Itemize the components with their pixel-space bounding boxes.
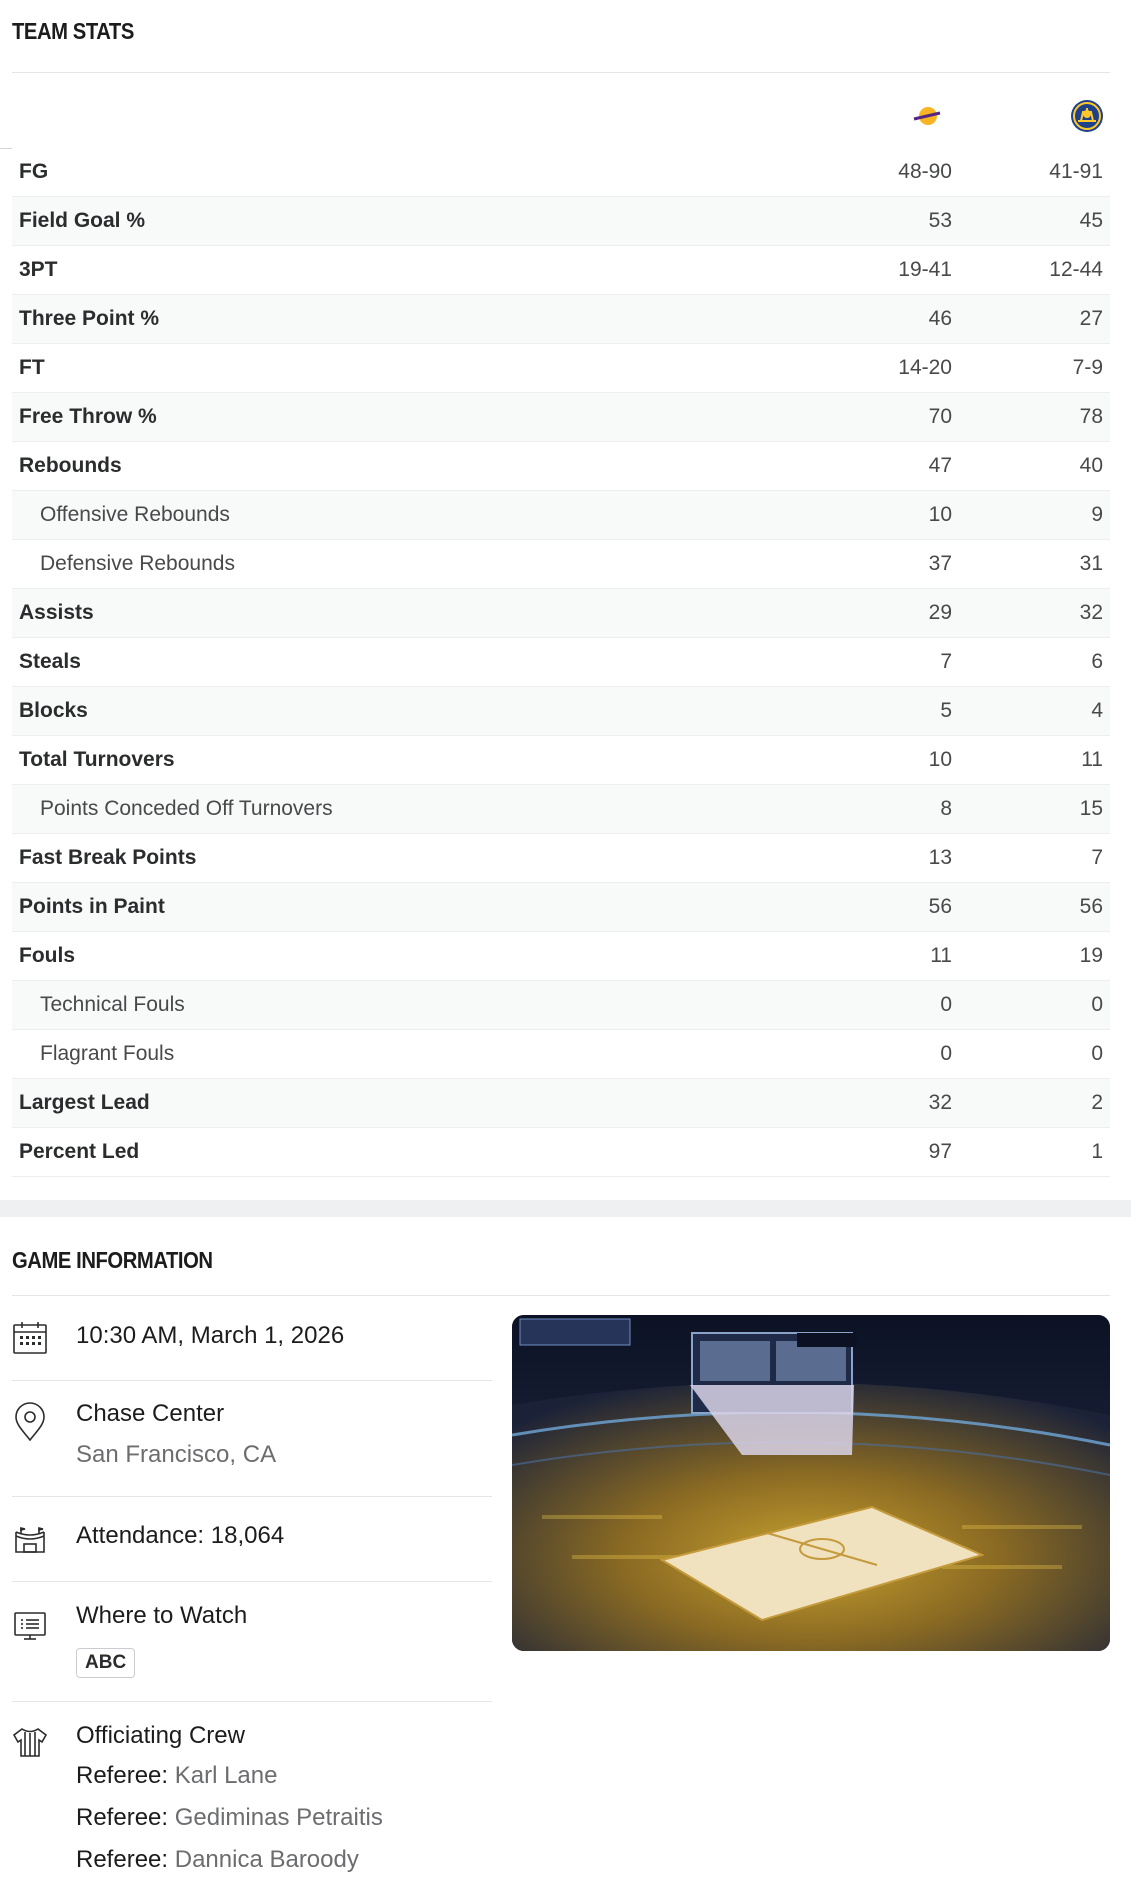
stat-row bbox=[12, 1128, 1110, 1177]
stadium-icon bbox=[12, 1524, 48, 1561]
stat-row bbox=[12, 393, 1110, 442]
stat-value-lakers: 48-90 bbox=[898, 160, 952, 183]
stat-label: Field Goal % bbox=[19, 209, 146, 232]
stat-row bbox=[12, 246, 1110, 295]
referee-line bbox=[76, 1762, 277, 1790]
stat-value-lakers: 46 bbox=[928, 307, 952, 330]
info-separator bbox=[12, 1380, 492, 1381]
stat-label: Total Turnovers bbox=[19, 748, 175, 771]
venue-arena-image bbox=[512, 1315, 1110, 1651]
stat-label: Free Throw % bbox=[19, 405, 157, 428]
stat-label: Percent Led bbox=[19, 1140, 140, 1163]
stat-value-warriors: 78 bbox=[1079, 405, 1103, 428]
stat-label: Flagrant Fouls bbox=[40, 1042, 175, 1065]
info-separator bbox=[12, 1496, 492, 1497]
referee-name[interactable]: Dannica Baroody bbox=[174, 1846, 359, 1873]
stat-label: Fast Break Points bbox=[19, 846, 197, 869]
stat-value-warriors: 7 bbox=[1091, 846, 1103, 869]
stat-label: Three Point % bbox=[19, 307, 160, 330]
game-datetime-item bbox=[12, 1320, 492, 1380]
stat-value-lakers: 47 bbox=[928, 454, 952, 477]
referee-line bbox=[76, 1804, 383, 1832]
stat-value-warriors: 1 bbox=[1091, 1140, 1103, 1163]
stat-row bbox=[12, 834, 1110, 883]
stat-row bbox=[12, 197, 1110, 246]
stat-row bbox=[12, 295, 1110, 344]
stat-row bbox=[12, 491, 1110, 540]
stat-label: FT bbox=[19, 356, 45, 379]
stat-value-lakers: 5 bbox=[940, 699, 952, 722]
section-gap bbox=[0, 1200, 1131, 1217]
where-to-watch-label: Where to Watch bbox=[76, 1602, 248, 1629]
stat-row bbox=[12, 442, 1110, 491]
location-pin-icon bbox=[12, 1402, 48, 1447]
stat-row bbox=[12, 981, 1110, 1030]
referee-role: Referee: bbox=[76, 1804, 169, 1831]
broadcaster-badge[interactable]: ABC bbox=[76, 1648, 135, 1678]
stat-label: FG bbox=[19, 160, 49, 183]
stat-value-lakers: 8 bbox=[940, 797, 952, 820]
stat-value-lakers: 70 bbox=[928, 405, 952, 428]
stat-label: Largest Lead bbox=[19, 1091, 150, 1114]
stat-row bbox=[12, 148, 1110, 197]
stat-label: Points in Paint bbox=[19, 895, 165, 918]
stat-label: Defensive Rebounds bbox=[40, 552, 235, 575]
stat-value-warriors: 7-9 bbox=[1072, 356, 1103, 379]
stat-label: Assists bbox=[19, 601, 94, 624]
tv-guide-icon bbox=[12, 1610, 48, 1647]
stat-value-warriors: 9 bbox=[1091, 503, 1103, 526]
stat-value-lakers: 0 bbox=[940, 1042, 952, 1065]
warriors-logo-icon[interactable] bbox=[1070, 99, 1104, 138]
stat-label: Offensive Rebounds bbox=[40, 503, 230, 526]
stat-value-warriors: 0 bbox=[1091, 1042, 1103, 1065]
stat-value-lakers: 56 bbox=[928, 895, 952, 918]
info-separator bbox=[12, 1701, 492, 1702]
stat-row bbox=[12, 344, 1110, 393]
stat-label: Blocks bbox=[19, 699, 88, 722]
stat-value-warriors: 0 bbox=[1091, 993, 1103, 1016]
referee-name[interactable]: Gediminas Petraitis bbox=[174, 1804, 383, 1831]
stat-label: Points Conceded Off Turnovers bbox=[40, 797, 333, 820]
stat-value-lakers: 11 bbox=[930, 944, 952, 967]
officiating-crew-label: Officiating Crew bbox=[76, 1722, 245, 1749]
game-information-divider bbox=[12, 1295, 1110, 1296]
team-stats-table bbox=[12, 148, 1110, 1177]
stat-value-warriors: 11 bbox=[1081, 748, 1103, 771]
stat-label: Fouls bbox=[19, 944, 75, 967]
stat-row bbox=[12, 540, 1110, 589]
lakers-logo-icon[interactable] bbox=[912, 104, 942, 133]
team-logos-header bbox=[0, 74, 1110, 149]
attendance-item bbox=[12, 1520, 492, 1580]
stat-value-lakers: 10 bbox=[928, 503, 952, 526]
attendance: Attendance: 18,064 bbox=[76, 1522, 285, 1549]
stat-row bbox=[12, 1079, 1110, 1128]
stat-value-lakers: 97 bbox=[928, 1140, 952, 1163]
stat-value-warriors: 27 bbox=[1079, 307, 1103, 330]
stat-value-lakers: 53 bbox=[928, 209, 952, 232]
stat-row bbox=[12, 785, 1110, 834]
stat-value-warriors: 12-44 bbox=[1049, 258, 1103, 281]
stat-row bbox=[12, 589, 1110, 638]
stat-value-lakers: 13 bbox=[928, 846, 952, 869]
stat-value-warriors: 19 bbox=[1079, 944, 1103, 967]
stat-value-warriors: 31 bbox=[1079, 552, 1103, 575]
venue-location: San Francisco, CA bbox=[76, 1441, 277, 1468]
stat-value-warriors: 4 bbox=[1091, 699, 1103, 722]
stat-value-lakers: 32 bbox=[928, 1091, 952, 1114]
stat-row bbox=[12, 883, 1110, 932]
referee-shirt-icon bbox=[12, 1726, 48, 1763]
stat-label: Technical Fouls bbox=[40, 993, 185, 1016]
referee-role: Referee: bbox=[76, 1846, 169, 1873]
stat-value-lakers: 29 bbox=[928, 601, 952, 624]
stat-row bbox=[12, 932, 1110, 981]
stat-value-warriors: 15 bbox=[1079, 797, 1103, 820]
stat-value-warriors: 56 bbox=[1079, 895, 1103, 918]
stat-row bbox=[12, 1030, 1110, 1079]
stat-label: 3PT bbox=[19, 258, 58, 281]
venue-name: Chase Center bbox=[76, 1400, 225, 1427]
stat-row bbox=[12, 638, 1110, 687]
stat-value-lakers: 10 bbox=[928, 748, 952, 771]
game-information-title: GAME INFORMATION bbox=[12, 1247, 213, 1273]
stat-value-lakers: 7 bbox=[940, 650, 952, 673]
stat-label: Rebounds bbox=[19, 454, 122, 477]
stat-value-warriors: 32 bbox=[1079, 601, 1103, 624]
stat-value-warriors: 41-91 bbox=[1049, 160, 1103, 183]
stat-value-lakers: 19-41 bbox=[898, 258, 952, 281]
stat-row bbox=[12, 736, 1110, 785]
referee-role: Referee: bbox=[76, 1762, 169, 1789]
stat-value-warriors: 40 bbox=[1079, 454, 1103, 477]
referee-line bbox=[76, 1846, 359, 1874]
stat-value-warriors: 45 bbox=[1079, 209, 1103, 232]
stat-value-warriors: 2 bbox=[1091, 1091, 1103, 1114]
where-to-watch-item bbox=[12, 1600, 492, 1700]
referee-name[interactable]: Karl Lane bbox=[174, 1762, 278, 1789]
officiating-crew-item bbox=[12, 1720, 492, 1890]
stat-value-warriors: 6 bbox=[1091, 650, 1103, 673]
team-stats-title: TEAM STATS bbox=[12, 18, 134, 44]
venue-item bbox=[12, 1398, 492, 1496]
game-datetime: 10:30 AM, March 1, 2026 bbox=[76, 1322, 345, 1349]
calendar-icon bbox=[12, 1320, 48, 1361]
stat-label: Steals bbox=[19, 650, 81, 673]
team-stats-divider bbox=[12, 72, 1110, 73]
info-separator bbox=[12, 1581, 492, 1582]
stat-value-lakers: 37 bbox=[928, 552, 952, 575]
stat-row bbox=[12, 687, 1110, 736]
stat-value-lakers: 14-20 bbox=[898, 356, 952, 379]
stat-value-lakers: 0 bbox=[940, 993, 952, 1016]
